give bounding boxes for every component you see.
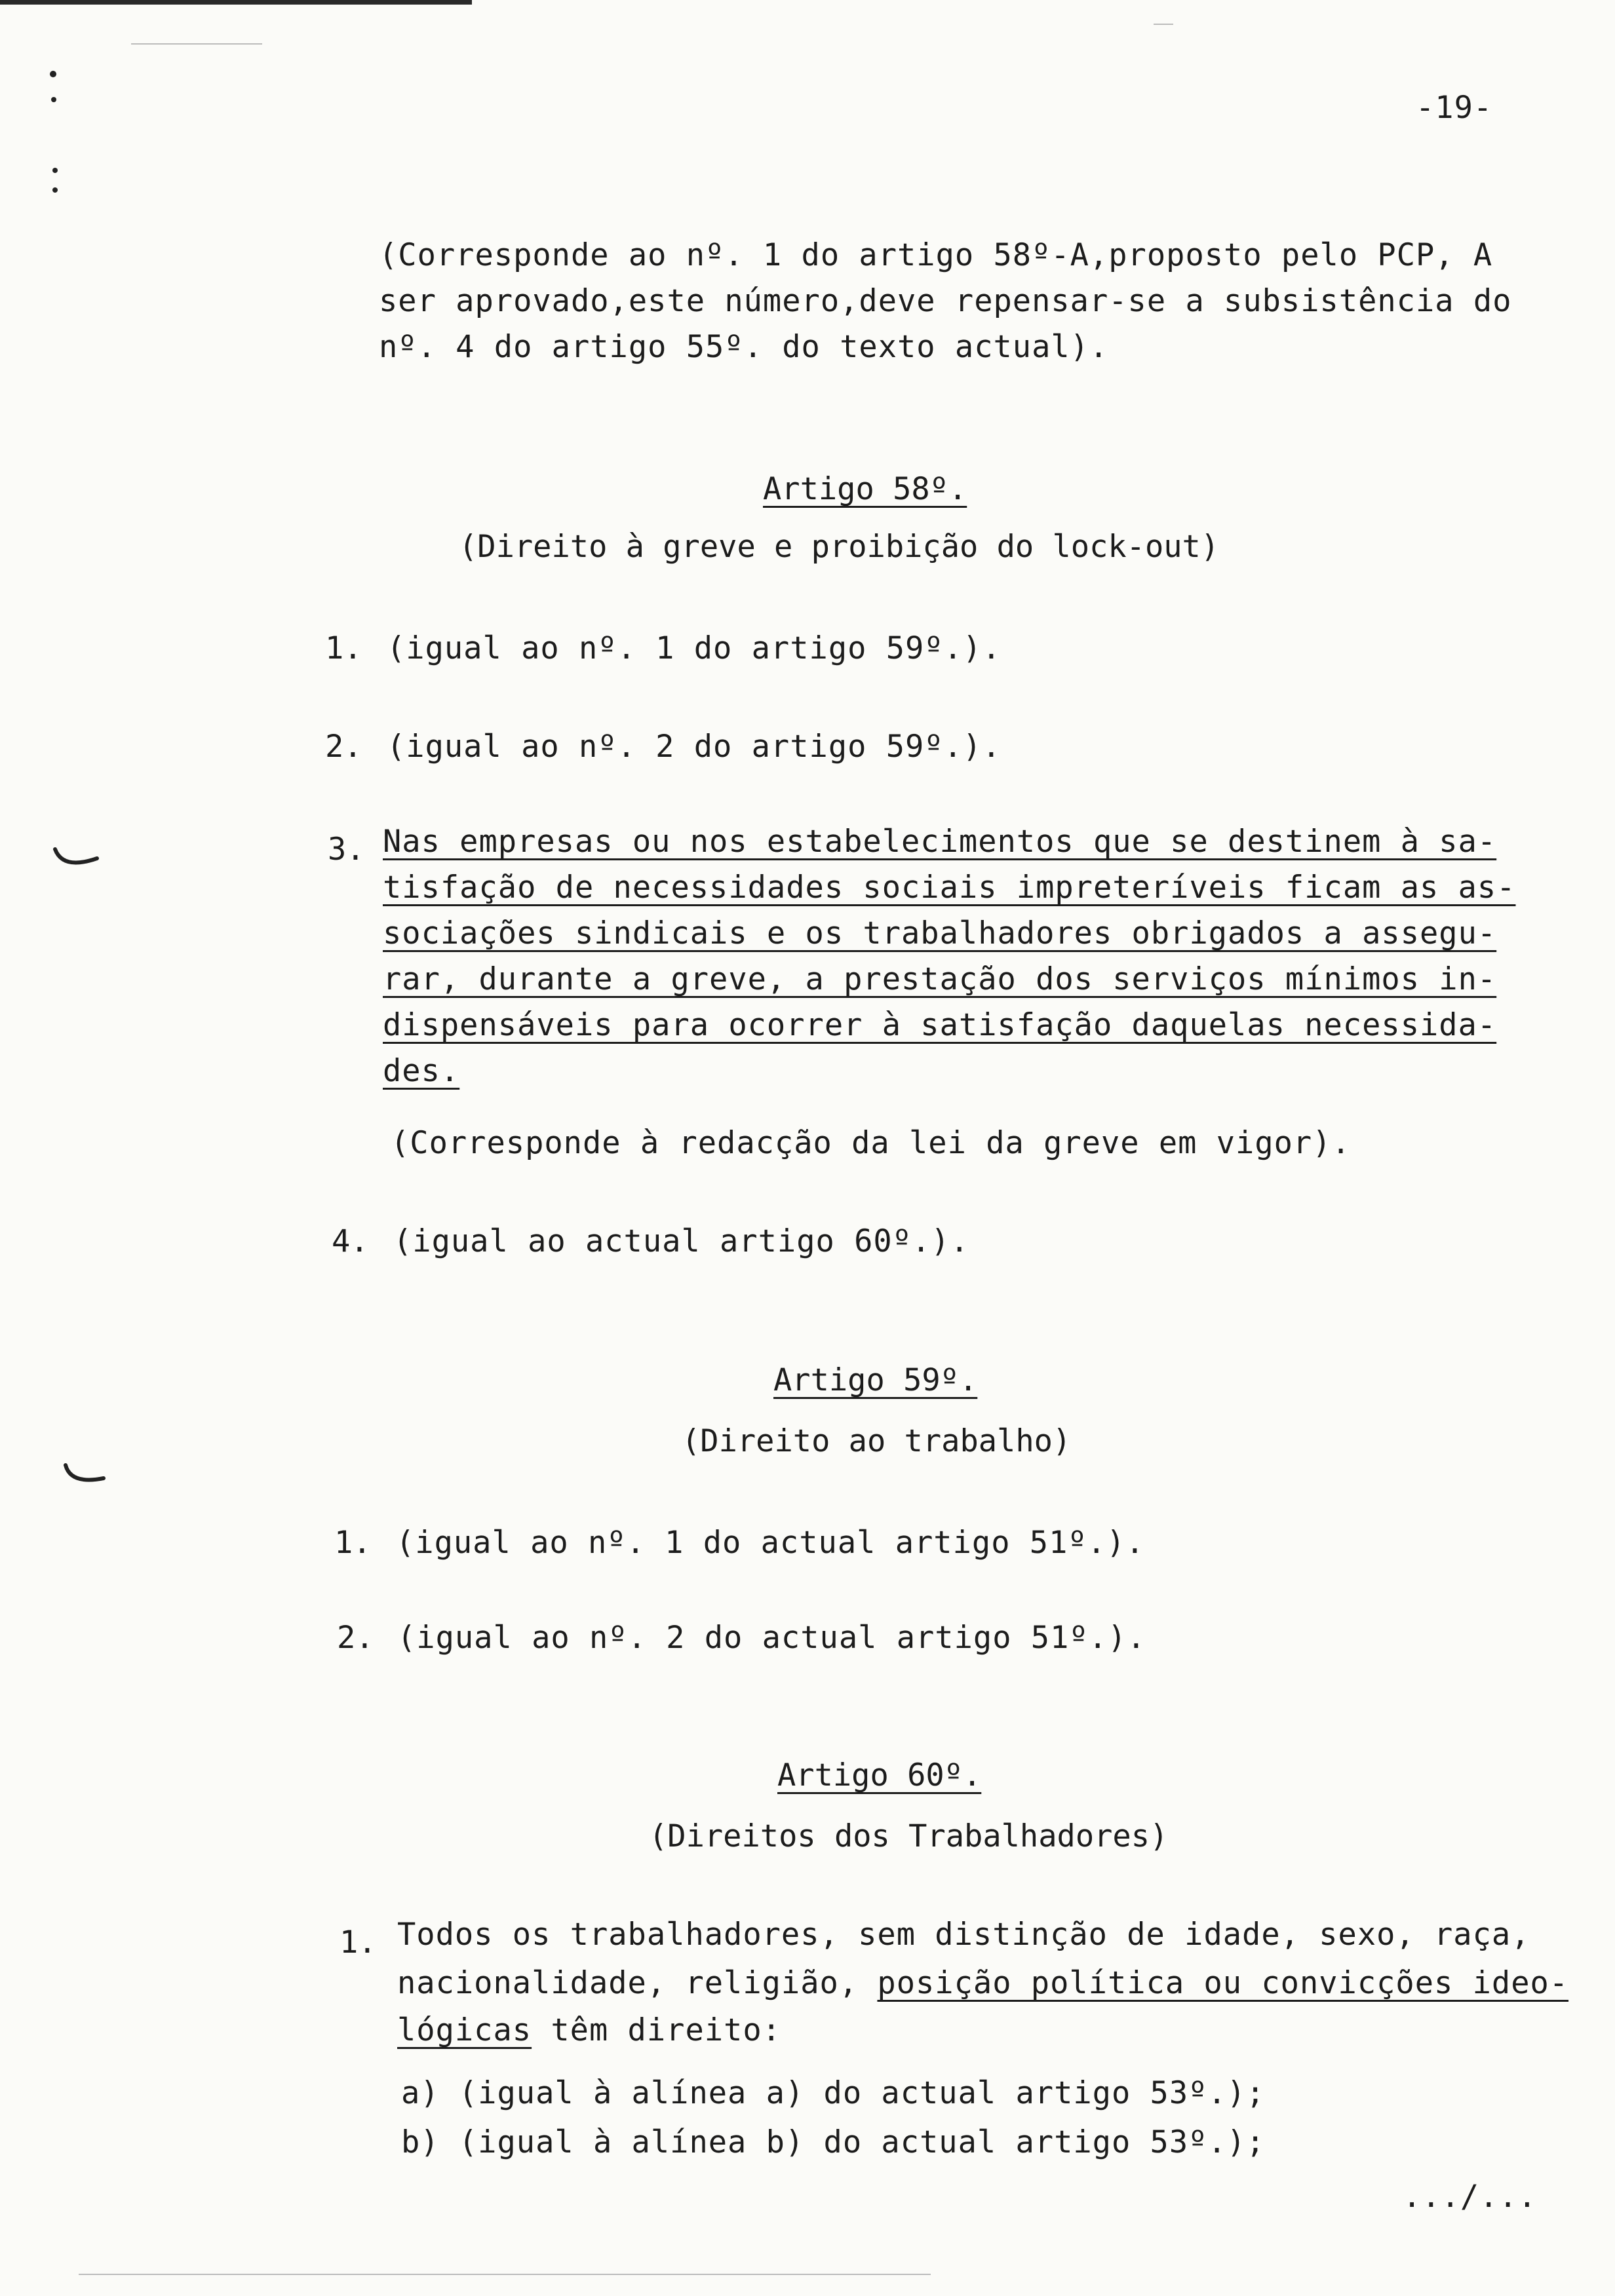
item-number: 4. xyxy=(332,1223,369,1259)
article-60-item-1-text: têm direito: xyxy=(532,2012,781,2048)
intro-line: nº. 4 do artigo 55º. do texto actual). xyxy=(379,329,1109,365)
scan-top-edge xyxy=(0,0,472,5)
item-number: 1. xyxy=(334,1525,372,1561)
continuation-mark: .../... xyxy=(1403,2179,1538,2215)
item-number: 1. xyxy=(340,1924,377,1961)
article-59-heading: Artigo 59º. xyxy=(773,1362,978,1398)
article-58-item-3-line: Nas empresas ou nos estabelecimentos que se destinem à sa- xyxy=(383,824,1497,860)
article-60-subitem-b: b) (igual à alínea b) do actual artigo 53º.); xyxy=(401,2124,1266,2160)
article-58-item-3-line: des. xyxy=(383,1053,460,1089)
article-58-subtitle: (Direito à greve e proibição do lock-out) xyxy=(459,529,1220,565)
article-58-item-1: (igual ao nº. 1 do artigo 59º.). xyxy=(387,630,1002,666)
article-60-item-1-line xyxy=(397,2008,781,2054)
item-number: 2. xyxy=(337,1620,374,1656)
article-58-item-2: (igual ao nº. 2 do artigo 59º.). xyxy=(387,729,1002,765)
article-58-item-3-note: (Corresponde à redacção da lei da greve em vigor). xyxy=(391,1125,1351,1161)
article-59-subtitle: (Direito ao trabalho) xyxy=(682,1423,1072,1459)
article-60-item-1-line xyxy=(397,1961,1568,2006)
margin-dot xyxy=(50,71,56,77)
article-60-subtitle: (Direitos dos Trabalhadores) xyxy=(649,1818,1169,1854)
item-number: 2. xyxy=(325,729,362,765)
scan-speck xyxy=(79,2274,931,2275)
article-59-item-2: (igual ao nº. 2 do actual artigo 51º.). xyxy=(397,1620,1146,1656)
margin-dot xyxy=(51,97,56,102)
intro-line: ser aprovado,este número,deve repensar-se a subsistência do xyxy=(379,283,1512,319)
article-58-item-3-line: tisfação de necessidades sociais impreteríveis ficam as as- xyxy=(383,870,1516,906)
article-58-item-4: (igual ao actual artigo 60º.). xyxy=(393,1223,969,1259)
article-60-item-1-line: Todos os trabalhadores, sem distinção de idade, sexo, raça, xyxy=(397,1917,1530,1953)
margin-dot xyxy=(52,168,58,173)
item-number: 3. xyxy=(328,832,365,868)
intro-line: (Corresponde ao nº. 1 do artigo 58º-A,proposto pelo PCP, A xyxy=(379,237,1493,273)
article-58-item-3-line: sociações sindicais e os trabalhadores obrigados a assegu- xyxy=(383,915,1497,951)
scan-speck xyxy=(131,43,262,45)
article-60-subitem-a: a) (igual à alínea a) do actual artigo 53º.); xyxy=(401,2075,1266,2111)
article-58-item-3-line: rar, durante a greve, a prestação dos serviços mínimos in- xyxy=(383,961,1497,997)
article-58-item-3-line: dispensáveis para ocorrer à satisfação daquelas necessida- xyxy=(383,1007,1497,1043)
page-number: -19- xyxy=(1416,90,1493,126)
article-58-heading: Artigo 58º. xyxy=(763,471,967,507)
margin-arc-mark xyxy=(62,1461,114,1494)
article-60-heading: Artigo 60º. xyxy=(777,1757,982,1793)
scan-speck xyxy=(1154,24,1173,25)
item-number: 1. xyxy=(325,630,362,666)
article-60-item-1-text: nacionalidade, religião, xyxy=(397,1965,878,2001)
margin-dot xyxy=(52,187,58,193)
article-59-item-1: (igual ao nº. 1 do actual artigo 51º.). xyxy=(396,1525,1145,1561)
article-60-item-1-underlined: posição política ou convicções ideo- xyxy=(877,1965,1569,2001)
article-60-item-1-underlined: lógicas xyxy=(397,2012,532,2048)
margin-arc-mark xyxy=(51,845,104,878)
